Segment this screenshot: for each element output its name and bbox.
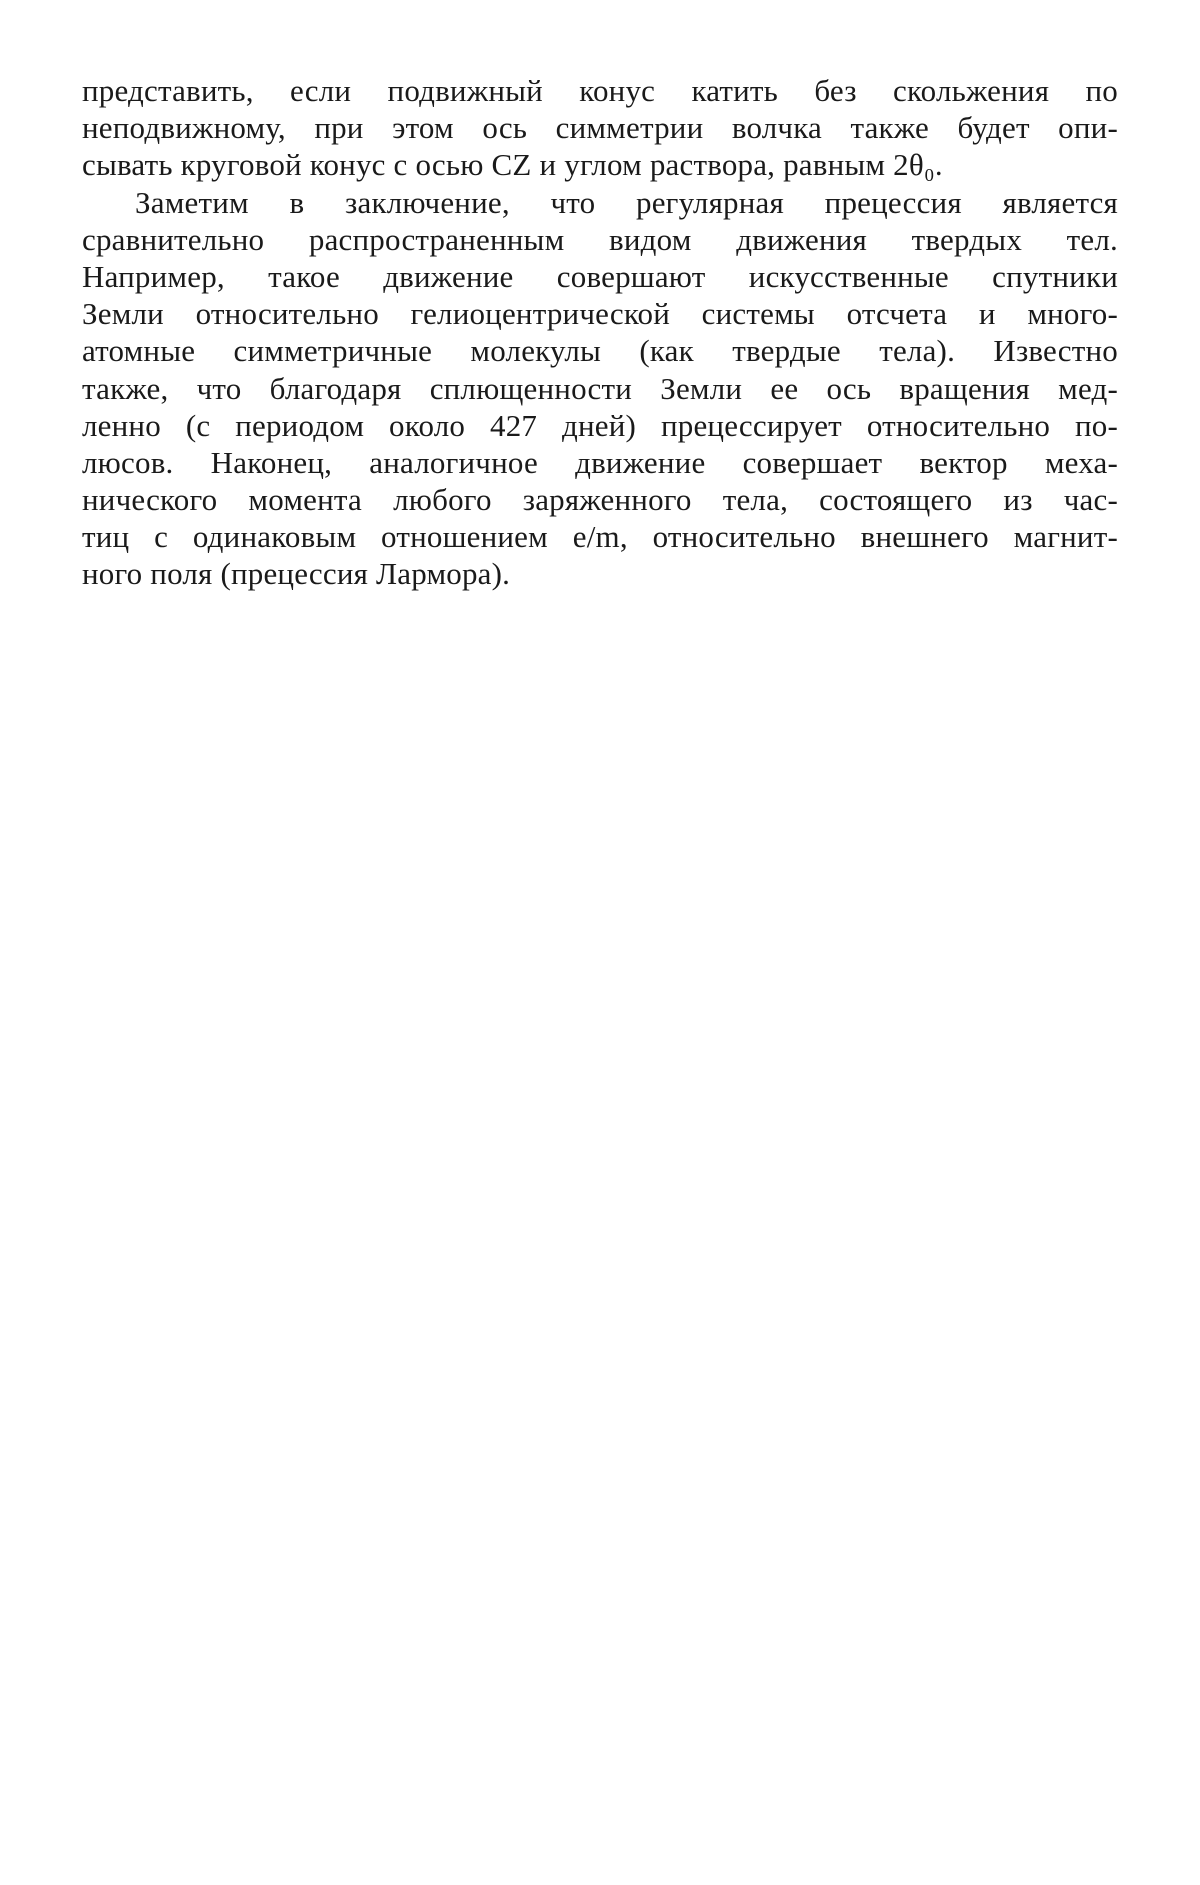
text-line: неподвижному, при этом ось симметрии волчка также будет опи-	[82, 110, 1118, 146]
text-line: тиц с одинаковым отношением e/m, относительно внешнего магнит-	[82, 519, 1118, 555]
text-line: сравнительно распространенным видом движения твердых тел.	[82, 221, 1118, 257]
text-line: сывать круговой конус с осью CZ и углом раствора, равным 2θ₀.	[82, 147, 943, 183]
text-line: Заметим в заключение, что регулярная прецессия является	[135, 184, 1118, 220]
body-text	[82, 72, 1118, 593]
text-line: Например, такое движение совершают искусственные спутники	[82, 258, 1118, 294]
text-line: Земли относительно гелиоцентрической системы отсчета и много-	[82, 296, 1118, 332]
paragraph-1	[82, 72, 1118, 184]
text-line: ного поля (прецессия Лармора).	[82, 556, 511, 592]
text-line: представить, если подвижный конус катить без скольжения по	[82, 73, 1118, 108]
text-line: нического момента любого заряженного тела, состоящего из час-	[82, 482, 1118, 518]
text-line: атомные симметричные молекулы (как твердые тела). Известно	[82, 333, 1118, 369]
text-line: также, что благодаря сплющенности Земли ее ось вращения мед-	[82, 370, 1118, 406]
paragraph-2	[82, 184, 1118, 593]
text-line: люсов. Наконец, аналогичное движение совершает вектор меха-	[82, 444, 1118, 480]
text-line: ленно (с периодом около 427 дней) прецессирует относительно по-	[82, 407, 1118, 443]
